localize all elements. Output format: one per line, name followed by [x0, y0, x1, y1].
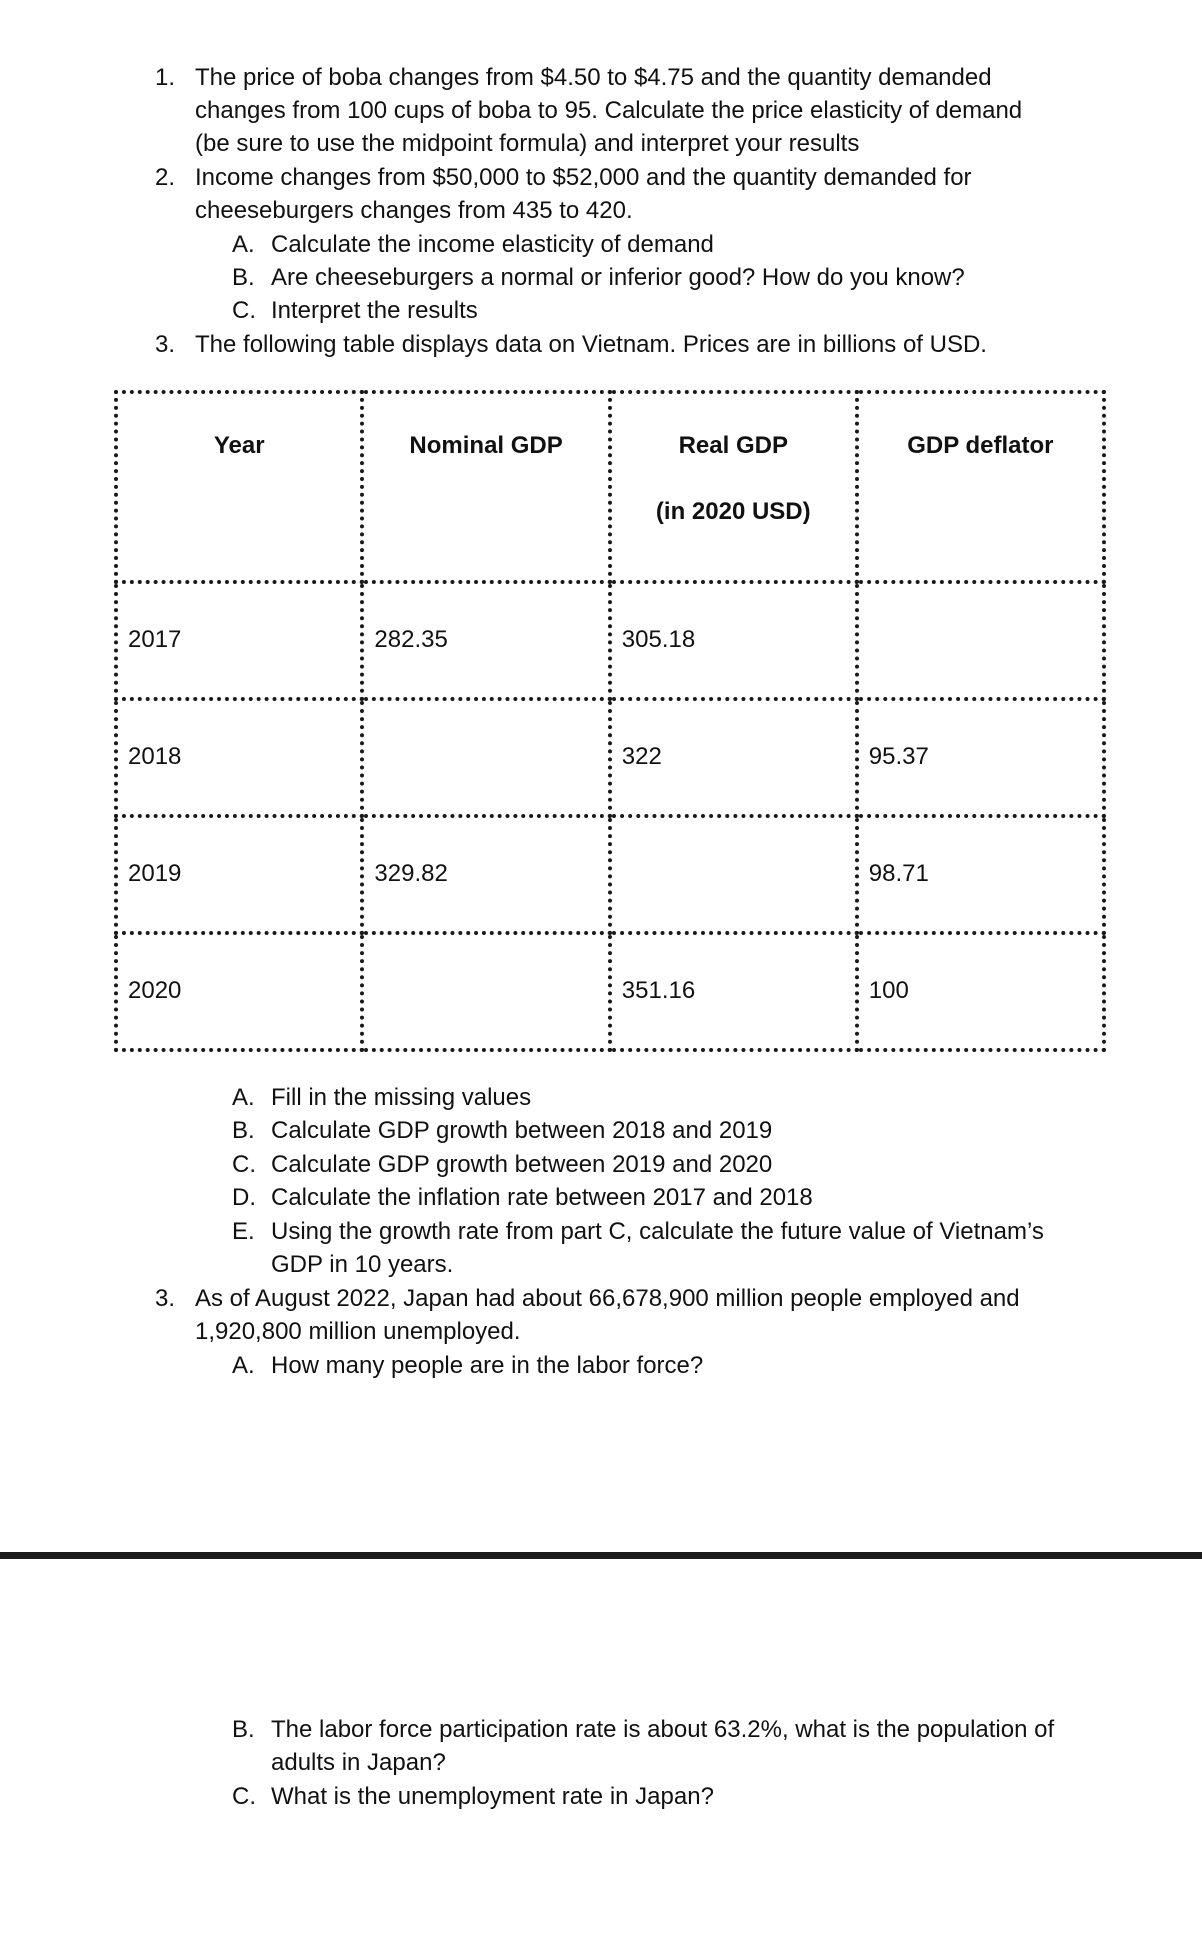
- question-4-number: 3.: [155, 1285, 176, 1312]
- question-2-text-line-1: Income changes from $50,000 to $52,000 and the quantity demanded for: [195, 164, 972, 191]
- header-real-gdp-subheader: (in 2020 USD): [655, 498, 811, 525]
- header-real-gdp: [610, 392, 857, 582]
- question-2-part-b-text: Are cheeseburgers a normal or inferior good? How do you know?: [271, 264, 965, 291]
- cell-value: 2018: [128, 743, 182, 770]
- question-2-number: 2.: [155, 164, 176, 191]
- table-row: [116, 699, 1104, 816]
- header-gdp-deflator: [857, 392, 1104, 582]
- cell-value: 322: [621, 743, 662, 770]
- cell-value: [859, 584, 1102, 626]
- question-3-part-d-text: Calculate the inflation rate between 2017 and 2018: [271, 1184, 813, 1211]
- header-nominal-gdp-label: Nominal GDP: [409, 432, 563, 459]
- question-2-part-a-letter: A.: [232, 231, 255, 258]
- header-real-gdp-label: Real GDP: [678, 432, 788, 459]
- header-year-label: Year: [213, 432, 265, 459]
- question-4-text-line-1: As of August 2022, Japan had about 66,678,900 million people employed and: [195, 1285, 1020, 1312]
- cell-value: 2019: [128, 860, 182, 887]
- cell-value: [364, 701, 607, 743]
- cell-value: 329.82: [374, 860, 448, 887]
- question-3-part-e-text-line-2: GDP in 10 years.: [271, 1251, 454, 1278]
- cell-value: 282.35: [374, 626, 448, 653]
- question-3-part-a-text: Fill in the missing values: [271, 1084, 532, 1111]
- question-1-number: 1.: [155, 64, 176, 91]
- question-2-part-c-text: Interpret the results: [271, 297, 478, 324]
- table-cell: [857, 699, 1104, 816]
- vietnam-gdp-table: [114, 390, 1106, 1052]
- question-1-text-line-2: changes from 100 cups of boba to 95. Calculate the price elasticity of demand: [195, 97, 1023, 124]
- question-4-part-b-text-line-2: adults in Japan?: [271, 1749, 446, 1776]
- question-3-part-b-letter: B.: [232, 1117, 255, 1144]
- table-cell: [362, 816, 609, 933]
- table-cell: [857, 933, 1104, 1050]
- question-4-part-b-letter: B.: [232, 1716, 255, 1743]
- question-2-part-b-letter: B.: [232, 264, 255, 291]
- table-row: [116, 933, 1104, 1050]
- table-cell: [362, 582, 609, 699]
- question-3-part-d-letter: D.: [232, 1184, 256, 1211]
- table-cell: [116, 816, 362, 933]
- question-4-part-c-letter: C.: [232, 1783, 256, 1810]
- question-1-text-line-1: The price of boba changes from $4.50 to $4.75 and the quantity demanded: [195, 64, 992, 91]
- cell-value: 95.37: [868, 743, 929, 770]
- question-2-text-line-2: cheeseburgers changes from 435 to 420.: [195, 197, 633, 224]
- table-header-row: [116, 392, 1104, 582]
- table-cell: [116, 582, 362, 699]
- cell-value: 98.71: [868, 860, 929, 887]
- question-4-part-a-text: How many people are in the labor force?: [271, 1352, 704, 1379]
- table-cell: [610, 582, 857, 699]
- table-cell: [610, 933, 857, 1050]
- table-cell: [362, 699, 609, 816]
- page-divider: [0, 1552, 1202, 1559]
- table-cell: [610, 816, 857, 933]
- cell-value: 100: [868, 977, 909, 1004]
- question-3-part-a-letter: A.: [232, 1084, 255, 1111]
- question-4-part-a-letter: A.: [232, 1352, 255, 1379]
- cell-value: 2017: [128, 626, 182, 653]
- header-gdp-deflator-label: GDP deflator: [907, 432, 1054, 459]
- cell-value: [612, 818, 855, 860]
- cell-value: [364, 935, 607, 977]
- question-3-text: The following table displays data on Vietnam. Prices are in billions of USD.: [195, 331, 987, 358]
- table-cell: [857, 582, 1104, 699]
- table-cell: [857, 816, 1104, 933]
- question-4-part-c-text: What is the unemployment rate in Japan?: [271, 1783, 714, 1810]
- question-2-part-a-text: Calculate the income elasticity of demand: [271, 231, 714, 258]
- header-year: [116, 392, 362, 582]
- question-3-part-c-letter: C.: [232, 1151, 256, 1178]
- question-3-part-b-text: Calculate GDP growth between 2018 and 2019: [271, 1117, 773, 1144]
- question-3-part-e-letter: E.: [232, 1218, 255, 1245]
- table-cell: [362, 933, 609, 1050]
- table-row: [116, 582, 1104, 699]
- table-cell: [116, 699, 362, 816]
- question-2-part-c-letter: C.: [232, 297, 256, 324]
- question-3-part-c-text: Calculate GDP growth between 2019 and 2020: [271, 1151, 773, 1178]
- question-3-number: 3.: [155, 331, 176, 358]
- header-nominal-gdp: [362, 392, 609, 582]
- table-cell: [116, 933, 362, 1050]
- question-4-text-line-2: 1,920,800 million unemployed.: [195, 1318, 521, 1345]
- question-4-part-b-text-line-1: The labor force participation rate is about 63.2%, what is the population of: [271, 1716, 1055, 1743]
- question-3-part-e-text-line-1: Using the growth rate from part C, calculate the future value of Vietnam’s: [271, 1218, 1044, 1245]
- question-1-text-line-3: (be sure to use the midpoint formula) and interpret your results: [195, 130, 860, 157]
- cell-value: 351.16: [621, 977, 696, 1004]
- cell-value: 305.18: [621, 626, 696, 653]
- table-cell: [610, 699, 857, 816]
- table-row: [116, 816, 1104, 933]
- cell-value: 2020: [128, 977, 182, 1004]
